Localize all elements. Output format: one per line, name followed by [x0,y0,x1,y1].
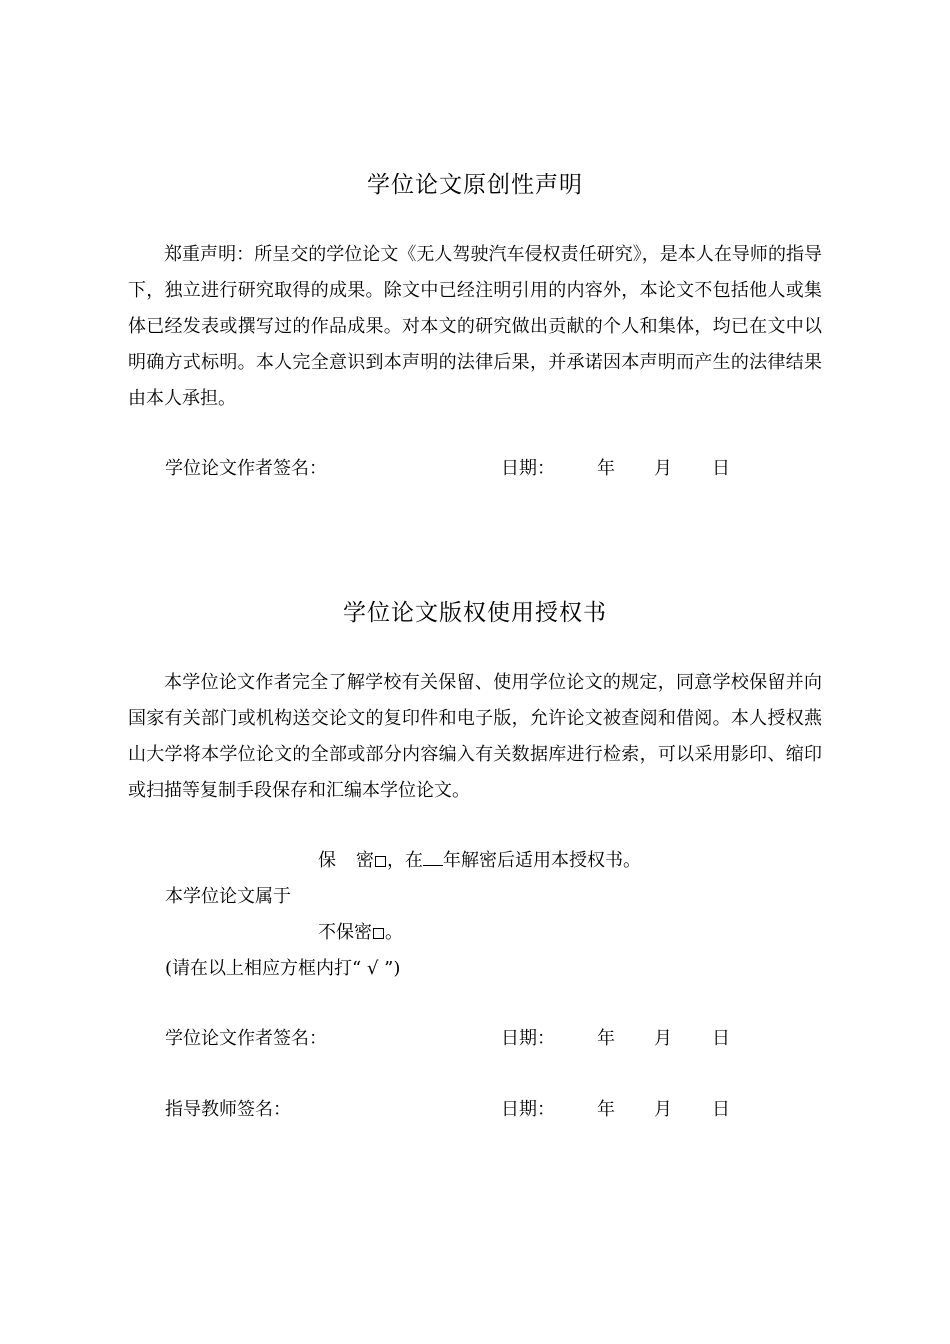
originality-body: 郑重声明：所呈交的学位论文《无人驾驶汽车侵权责任研究》，是本人在导师的指导下，独立进行研究取得的成果。除文中已经注明引用的内容外，本论文不包括他人或集体已经发表或撰写过的作品成果。对本文的研究做出贡献的个人和集体，均已在文中以明确方式标明。本人完全意识到本声明的法律后果，并承诺因本声明而产生的法律结果由本人承担。 [128,244,822,409]
declassify-years-blank[interactable] [423,849,443,866]
date-label: 日期： [501,1099,555,1120]
originality-title: 学位论文原创性声明 [367,172,583,198]
authorization-author-signature-row [0,1027,950,1051]
authorization-body: 本学位论文作者完全了解学校有关保留、使用学位论文的规定，同意学校保留并向国家有关部门或机构送交论文的复印件和电子版，允许论文被查阅和借阅。本人授权燕山大学将本学位论文的全部或部分内容编入有关数据库进行检索，可以采用影印、缩印或扫描等复制手段保存和汇编本学位论文。 [128,672,822,801]
year-label: 年 [597,1028,615,1049]
year-label: 年 [597,458,615,479]
confidential-option [318,849,641,873]
confidential-suffix: 年解密后适用本授权书。 [443,850,641,871]
advisor-signature-row [0,1098,950,1122]
confidential-label-a: 保 [318,850,336,871]
confidential-checkbox[interactable] [375,856,386,867]
month-label: 月 [654,458,672,479]
authorization-title: 学位论文版权使用授权书 [343,600,607,626]
belongs-label: 本学位论文属于 [165,886,291,907]
confidential-label-b: 密 [356,850,374,871]
not-confidential-option [318,921,403,945]
month-label: 月 [654,1028,672,1049]
day-label: 日 [712,1028,730,1049]
day-label: 日 [712,1099,730,1120]
checkbox-instruction: (请在以上相应方框内打“ √ ”) [165,958,401,979]
author-signature-label: 学位论文作者签名： [165,458,327,479]
date-label: 日期： [501,1028,555,1049]
not-confidential-suffix: 。 [385,922,403,943]
author-signature-label: 学位论文作者签名： [165,1028,327,1049]
day-label: 日 [712,458,730,479]
not-confidential-label: 不保密 [318,922,372,943]
originality-signature-row [0,457,950,481]
confidential-mid: ，在 [387,850,423,871]
not-confidential-checkbox[interactable] [373,928,384,939]
year-label: 年 [597,1099,615,1120]
advisor-signature-label: 指导教师签名： [165,1099,291,1120]
month-label: 月 [654,1099,672,1120]
date-label: 日期： [501,458,555,479]
